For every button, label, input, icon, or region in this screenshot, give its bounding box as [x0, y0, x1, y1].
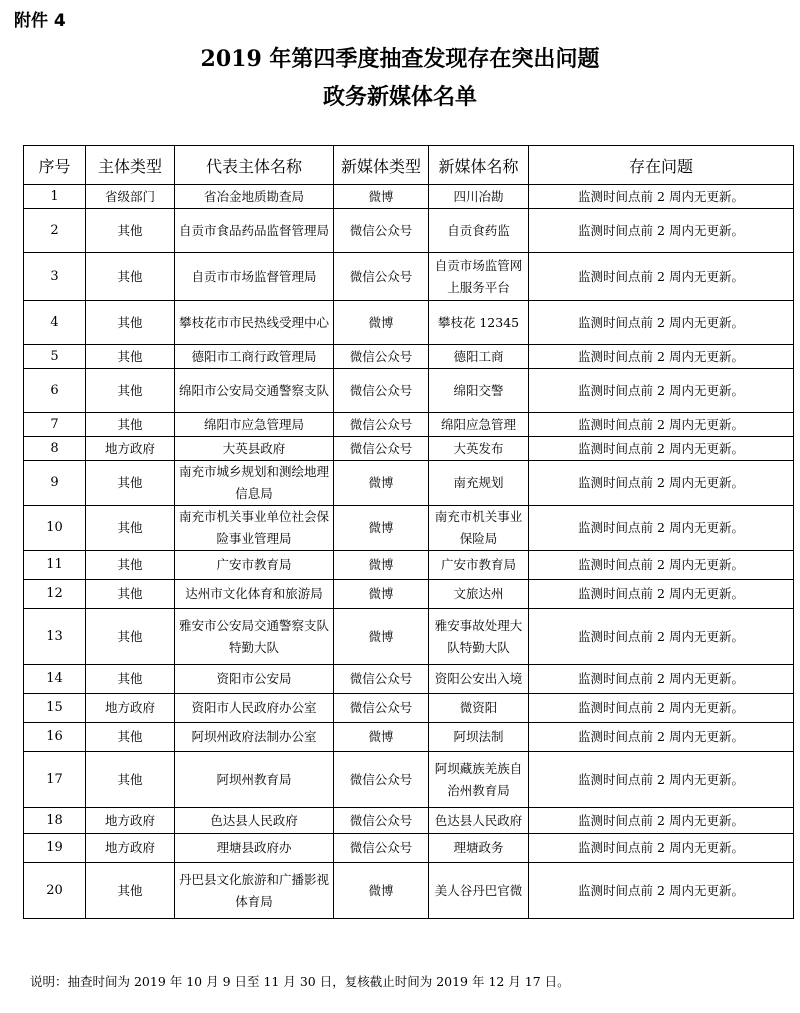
table-body — [24, 185, 794, 919]
cell-entity-name: 阿坝州政府法制办公室 — [175, 723, 334, 752]
cell-issue: 监测时间点前 2 周内无更新。 — [529, 437, 794, 461]
cell-media-type: 微信公众号 — [334, 345, 429, 369]
table-row — [24, 609, 794, 665]
cell-issue: 监测时间点前 2 周内无更新。 — [529, 506, 794, 551]
cell-entity-name: 自贡市市场监督管理局 — [175, 253, 334, 301]
cell-entity-name: 资阳市公安局 — [175, 665, 334, 694]
cell-media-name: 南充市机关事业保险局 — [429, 506, 529, 551]
cell-entity-name: 攀枝花市市民热线受理中心 — [175, 301, 334, 345]
header-subject-type: 主体类型 — [86, 146, 175, 185]
cell-issue: 监测时间点前 2 周内无更新。 — [529, 209, 794, 253]
cell-issue: 监测时间点前 2 周内无更新。 — [529, 413, 794, 437]
cell-media-name: 美人谷丹巴官微 — [429, 863, 529, 919]
cell-entity-name: 广安市教育局 — [175, 551, 334, 580]
cell-no: 3 — [24, 253, 86, 301]
header-entity-name: 代表主体名称 — [175, 146, 334, 185]
cell-entity-name: 南充市机关事业单位社会保险事业管理局 — [175, 506, 334, 551]
cell-issue: 监测时间点前 2 周内无更新。 — [529, 609, 794, 665]
cell-entity-name: 资阳市人民政府办公室 — [175, 694, 334, 723]
cell-issue: 监测时间点前 2 周内无更新。 — [529, 369, 794, 413]
cell-media-type: 微信公众号 — [334, 209, 429, 253]
cell-subject-type: 其他 — [86, 209, 175, 253]
cell-subject-type: 其他 — [86, 863, 175, 919]
table-row — [24, 461, 794, 506]
cell-entity-name: 色达县人民政府 — [175, 808, 334, 834]
table-row — [24, 253, 794, 301]
cell-issue: 监测时间点前 2 周内无更新。 — [529, 301, 794, 345]
cell-media-name: 自贡市场监管网上服务平台 — [429, 253, 529, 301]
table-row — [24, 551, 794, 580]
cell-subject-type: 地方政府 — [86, 808, 175, 834]
header-media-name: 新媒体名称 — [429, 146, 529, 185]
cell-issue: 监测时间点前 2 周内无更新。 — [529, 834, 794, 863]
cell-media-name: 阿坝藏族羌族自治州教育局 — [429, 752, 529, 808]
cell-issue: 监测时间点前 2 周内无更新。 — [529, 253, 794, 301]
cell-media-type: 微博 — [334, 723, 429, 752]
cell-media-type: 微信公众号 — [334, 413, 429, 437]
cell-entity-name: 阿坝州教育局 — [175, 752, 334, 808]
cell-entity-name: 达州市文化体育和旅游局 — [175, 580, 334, 609]
cell-issue: 监测时间点前 2 周内无更新。 — [529, 694, 794, 723]
table-row — [24, 580, 794, 609]
table-row — [24, 301, 794, 345]
cell-subject-type: 其他 — [86, 551, 175, 580]
table-row — [24, 345, 794, 369]
cell-subject-type: 其他 — [86, 461, 175, 506]
cell-media-type: 微信公众号 — [334, 752, 429, 808]
cell-issue: 监测时间点前 2 周内无更新。 — [529, 863, 794, 919]
cell-no: 20 — [24, 863, 86, 919]
table-row — [24, 369, 794, 413]
cell-media-type: 微信公众号 — [334, 369, 429, 413]
cell-no: 16 — [24, 723, 86, 752]
cell-media-type: 微信公众号 — [334, 834, 429, 863]
table-row — [24, 437, 794, 461]
cell-media-name: 色达县人民政府 — [429, 808, 529, 834]
cell-media-type: 微信公众号 — [334, 808, 429, 834]
cell-issue: 监测时间点前 2 周内无更新。 — [529, 808, 794, 834]
cell-no: 15 — [24, 694, 86, 723]
cell-entity-name: 理塘县政府办 — [175, 834, 334, 863]
cell-subject-type: 省级部门 — [86, 185, 175, 209]
cell-issue: 监测时间点前 2 周内无更新。 — [529, 580, 794, 609]
cell-no: 18 — [24, 808, 86, 834]
header-issue: 存在问题 — [529, 146, 794, 185]
cell-no: 11 — [24, 551, 86, 580]
table-row — [24, 506, 794, 551]
cell-no: 12 — [24, 580, 86, 609]
cell-entity-name: 德阳市工商行政管理局 — [175, 345, 334, 369]
cell-issue: 监测时间点前 2 周内无更新。 — [529, 185, 794, 209]
cell-media-type: 微博 — [334, 185, 429, 209]
document-title-line1: 2019 年第四季度抽查发现存在突出问题 — [200, 46, 600, 72]
cell-no: 4 — [24, 301, 86, 345]
cell-media-type: 微博 — [334, 580, 429, 609]
cell-media-type: 微信公众号 — [334, 694, 429, 723]
cell-media-name: 文旅达州 — [429, 580, 529, 609]
cell-no: 2 — [24, 209, 86, 253]
cell-media-type: 微博 — [334, 301, 429, 345]
cell-issue: 监测时间点前 2 周内无更新。 — [529, 551, 794, 580]
cell-subject-type: 其他 — [86, 345, 175, 369]
cell-subject-type: 地方政府 — [86, 694, 175, 723]
cell-no: 1 — [24, 185, 86, 209]
document-title-line2: 政务新媒体名单 — [322, 84, 477, 110]
cell-subject-type: 其他 — [86, 752, 175, 808]
table-row — [24, 752, 794, 808]
cell-media-type: 微信公众号 — [334, 665, 429, 694]
cell-no: 6 — [24, 369, 86, 413]
cell-media-name: 攀枝花 12345 — [429, 301, 529, 345]
cell-issue: 监测时间点前 2 周内无更新。 — [529, 665, 794, 694]
table-row — [24, 185, 794, 209]
table-row — [24, 723, 794, 752]
cell-no: 5 — [24, 345, 86, 369]
cell-media-name: 理塘政务 — [429, 834, 529, 863]
cell-media-type: 微博 — [334, 609, 429, 665]
cell-issue: 监测时间点前 2 周内无更新。 — [529, 723, 794, 752]
cell-media-name: 资阳公安出入境 — [429, 665, 529, 694]
cell-media-type: 微博 — [334, 863, 429, 919]
cell-media-name: 微资阳 — [429, 694, 529, 723]
cell-no: 19 — [24, 834, 86, 863]
cell-subject-type: 其他 — [86, 580, 175, 609]
cell-media-name: 四川冶勘 — [429, 185, 529, 209]
cell-entity-name: 南充市城乡规划和测绘地理信息局 — [175, 461, 334, 506]
cell-issue: 监测时间点前 2 周内无更新。 — [529, 752, 794, 808]
cell-subject-type: 其他 — [86, 413, 175, 437]
cell-media-type: 微信公众号 — [334, 437, 429, 461]
cell-no: 17 — [24, 752, 86, 808]
table-row — [24, 808, 794, 834]
cell-no: 10 — [24, 506, 86, 551]
cell-subject-type: 其他 — [86, 609, 175, 665]
cell-subject-type: 地方政府 — [86, 834, 175, 863]
table-header-row — [24, 146, 794, 185]
cell-media-type: 微博 — [334, 551, 429, 580]
table-row — [24, 834, 794, 863]
cell-issue: 监测时间点前 2 周内无更新。 — [529, 345, 794, 369]
cell-media-name: 绵阳交警 — [429, 369, 529, 413]
cell-media-name: 自贡食药监 — [429, 209, 529, 253]
attachment-label: 附件 4 — [14, 11, 66, 31]
table-row — [24, 209, 794, 253]
footnote: 说明：抽查时间为 2019 年 10 月 9 日至 11 月 30 日，复核截止时间为 2019 年 12 月 17 日。 — [30, 974, 570, 989]
cell-media-name: 德阳工商 — [429, 345, 529, 369]
cell-media-name: 南充规划 — [429, 461, 529, 506]
cell-no: 8 — [24, 437, 86, 461]
cell-subject-type: 其他 — [86, 723, 175, 752]
cell-entity-name: 雅安市公安局交通警察支队特勤大队 — [175, 609, 334, 665]
cell-subject-type: 其他 — [86, 369, 175, 413]
header-media-type: 新媒体类型 — [334, 146, 429, 185]
cell-media-type: 微博 — [334, 461, 429, 506]
cell-media-type: 微博 — [334, 506, 429, 551]
cell-no: 7 — [24, 413, 86, 437]
cell-subject-type: 其他 — [86, 253, 175, 301]
cell-media-name: 广安市教育局 — [429, 551, 529, 580]
table-row — [24, 665, 794, 694]
cell-entity-name: 大英县政府 — [175, 437, 334, 461]
cell-media-name: 绵阳应急管理 — [429, 413, 529, 437]
table-row — [24, 413, 794, 437]
header-no: 序号 — [24, 146, 86, 185]
cell-entity-name: 绵阳市应急管理局 — [175, 413, 334, 437]
cell-subject-type: 地方政府 — [86, 437, 175, 461]
cell-media-name: 阿坝法制 — [429, 723, 529, 752]
cell-issue: 监测时间点前 2 周内无更新。 — [529, 461, 794, 506]
cell-subject-type: 其他 — [86, 301, 175, 345]
cell-entity-name: 绵阳市公安局交通警察支队 — [175, 369, 334, 413]
cell-no: 14 — [24, 665, 86, 694]
cell-entity-name: 自贡市食品药品监督管理局 — [175, 209, 334, 253]
cell-entity-name: 丹巴县文化旅游和广播影视体育局 — [175, 863, 334, 919]
cell-subject-type: 其他 — [86, 665, 175, 694]
cell-no: 13 — [24, 609, 86, 665]
table-row — [24, 863, 794, 919]
cell-media-name: 大英发布 — [429, 437, 529, 461]
cell-subject-type: 其他 — [86, 506, 175, 551]
cell-media-name: 雅安事故处理大队特勤大队 — [429, 609, 529, 665]
table-row — [24, 694, 794, 723]
media-list-table — [23, 145, 794, 919]
cell-entity-name: 省冶金地质勘查局 — [175, 185, 334, 209]
cell-no: 9 — [24, 461, 86, 506]
cell-media-type: 微信公众号 — [334, 253, 429, 301]
